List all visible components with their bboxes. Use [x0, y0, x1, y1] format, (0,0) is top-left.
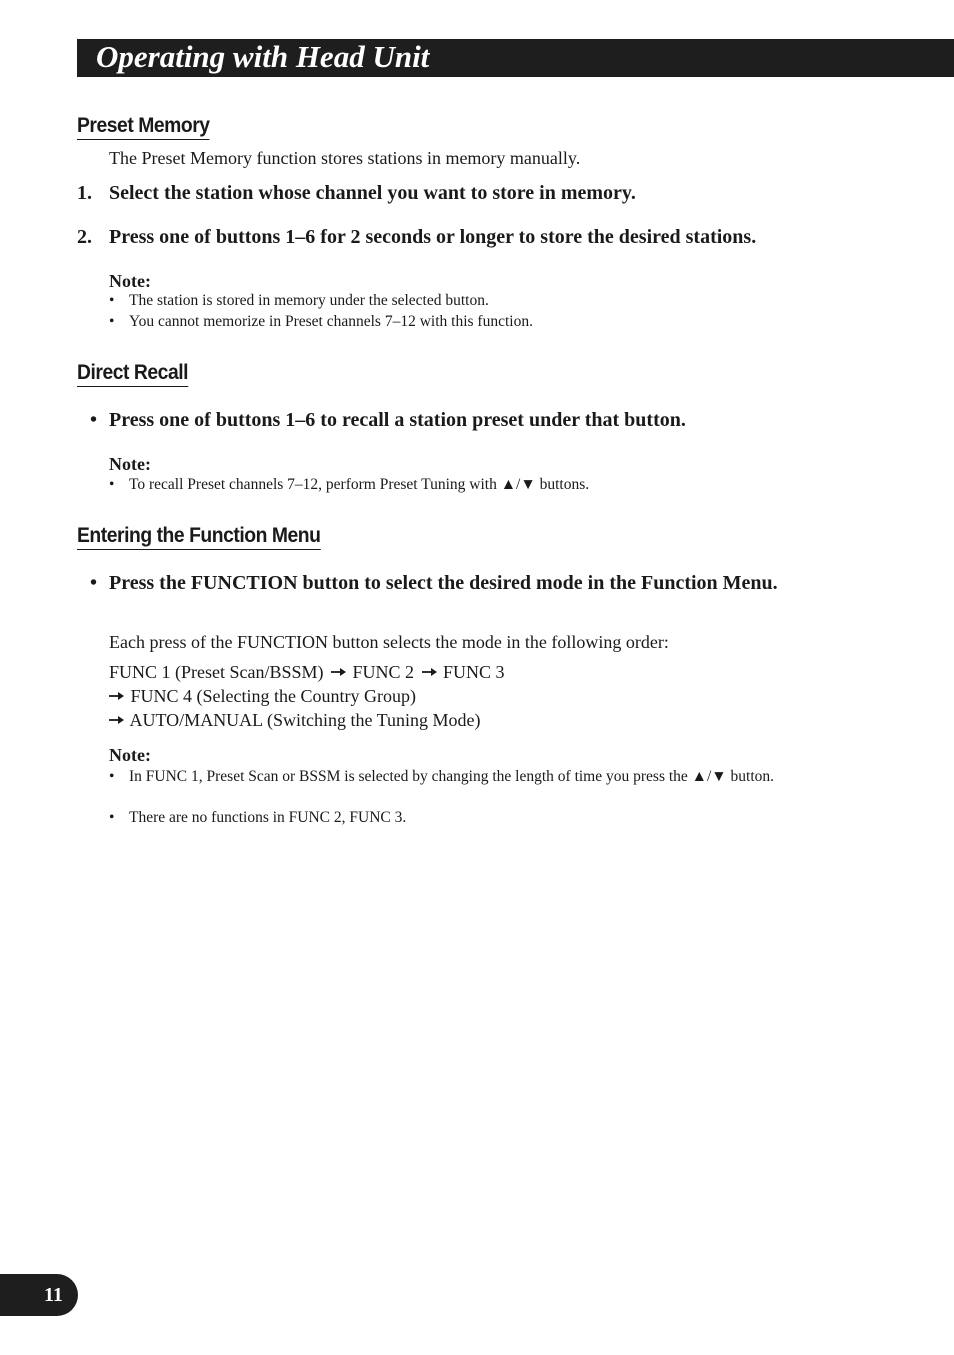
bullet: • — [109, 809, 115, 826]
note-label: Note: — [109, 745, 151, 765]
function-menu-body: Each press of the FUNCTION button selects the mode in the following order: — [109, 632, 669, 652]
bullet: • — [90, 409, 98, 431]
step-text: Press one of buttons 1–6 to recall a station preset under that button. — [109, 409, 686, 431]
note-item — [109, 808, 839, 828]
note-item — [109, 767, 839, 787]
note-item — [109, 312, 839, 332]
note-text: In FUNC 1, Preset Scan or BSSM is selected by changing the length of time you press the ▲/▼ button. — [129, 768, 775, 785]
sequence-line-2 — [109, 684, 416, 708]
note-item — [109, 291, 839, 311]
page-number-tab — [0, 1274, 78, 1316]
note-text: To recall Preset channels 7–12, perform Preset Tuning with ▲/▼ buttons. — [129, 476, 590, 493]
note-item — [109, 475, 839, 495]
step-text: Select the station whose channel you want to store in memory. — [109, 182, 636, 204]
bullet: • — [109, 476, 115, 493]
sequence-func4: FUNC 4 (Selecting the Country Group) — [130, 686, 416, 706]
preset-memory-intro: The Preset Memory function stores stations in memory manually. — [109, 148, 581, 168]
arrow-right-icon — [419, 665, 439, 679]
sequence-func1: FUNC 1 (Preset Scan/BSSM) — [109, 662, 324, 682]
function-menu-step — [90, 570, 830, 597]
note-label: Note: — [109, 271, 151, 291]
note-text: You cannot memorize in Preset channels 7–12 with this function. — [129, 313, 533, 330]
sequence-auto-manual: AUTO/MANUAL (Switching the Tuning Mode) — [129, 710, 481, 730]
page-number: 11 — [44, 1284, 63, 1306]
step-text: Press one of buttons 1–6 for 2 seconds or longer to store the desired stations. — [109, 226, 757, 248]
sequence-func2: FUNC 2 — [352, 662, 415, 682]
bullet: • — [109, 292, 115, 309]
arrow-right-icon — [106, 689, 126, 703]
bullet: • — [109, 768, 115, 785]
step-text: Press the FUNCTION button to select the desired mode in the Function Menu. — [109, 572, 778, 594]
step-number: 1. — [77, 182, 92, 204]
page-title: Operating with Head Unit — [96, 39, 430, 74]
preset-memory-step-2 — [77, 224, 867, 251]
section-heading-direct-recall: Direct Recall — [77, 361, 188, 387]
header-bar — [77, 39, 954, 77]
note-text: The station is stored in memory under the selected button. — [129, 292, 489, 309]
sequence-line-1 — [109, 660, 505, 684]
sequence-func3: FUNC 3 — [443, 662, 505, 682]
arrow-right-icon — [106, 713, 126, 727]
note-text: There are no functions in FUNC 2, FUNC 3. — [129, 809, 407, 826]
direct-recall-step — [90, 407, 870, 434]
note-label: Note: — [109, 454, 151, 474]
step-number: 2. — [77, 226, 92, 248]
bullet: • — [90, 572, 98, 594]
arrow-right-icon — [328, 665, 348, 679]
section-heading-function-menu: Entering the Function Menu — [77, 524, 320, 550]
section-heading-preset-memory: Preset Memory — [77, 114, 210, 140]
preset-memory-step-1 — [77, 180, 867, 207]
sequence-line-3 — [109, 708, 481, 732]
bullet: • — [109, 313, 115, 330]
